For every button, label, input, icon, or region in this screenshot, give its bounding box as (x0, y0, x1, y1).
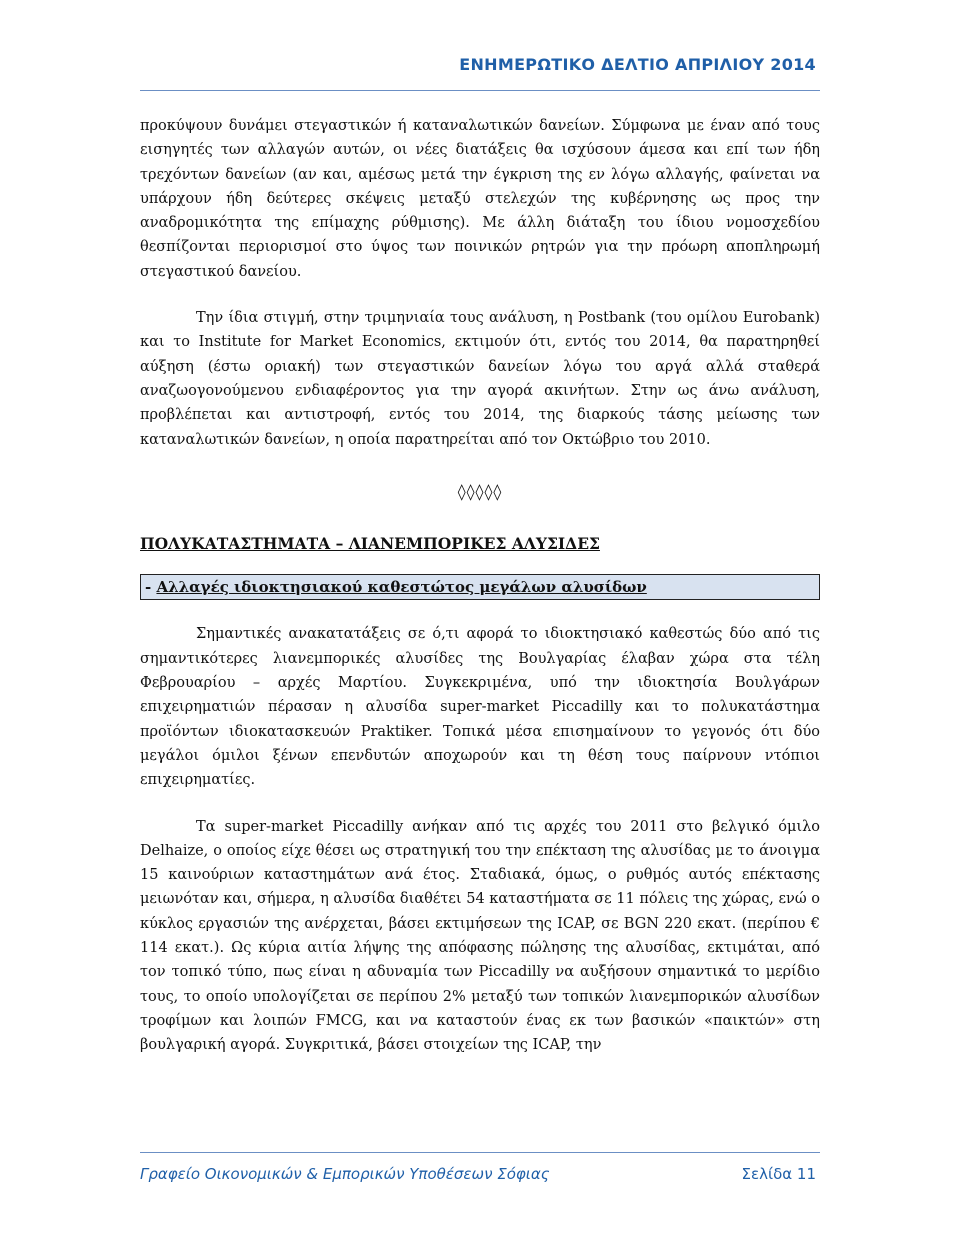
paragraph-continuation: προκύψουν δυνάμει στεγαστικών ή καταναλωτικών δανείων. Σύμφωνα με έναν από τους εισηγητές των αλλαγών αυτών, οι νέες διατάξεις θα ισχύσουν άμεσα και επί των ήδη τρεχόντων δανείων (αν και, αμέσως μετά την έγκριση της εν λόγω αλλαγής, φαίνεται να υπάρχουν ήδη δεύτερες σκέψεις μεταξύ στελεχών της κυβέρνησης ως προς την αναδρομικότητα της επίμαχης ρύθμισης). Με άλλη διάταξη του ίδιου νομοσχεδίου θεσπίζονται περιορισμοί στο ύψος των ποινικών ρητρών για την πρόωρη αποπληρωμή στεγαστικού δανείου. (140, 118, 820, 280)
header-divider (140, 90, 820, 91)
paragraph-piccadilly: Τα super-market Piccadilly ανήκαν από τις αρχές του 2011 στο βελγικό όμιλο Delhaize, ο οποίος είχε θέσει ως στρατηγική του την επέκταση της αλυσίδας με το άνοιγμα 15 καινούριων καταστημάτων ανά έτος. Σταδιακά, όμως, ο ρυθμός αυτός επέκτασης μειωνόταν και, σήμερα, η αλυσίδα διαθέτει 54 καταστήματα σε 11 πόλεις της χώρας, ενώ ο κύκλος εργασιών της ανέρχεται, βάσει εκτιμήσεων της ICAP, σε BGN 220 εκατ. (περίπου € 114 εκατ.). Ως κύρια αιτία λήψης της απόφασης πώλησης της αλυσίδας, εκτιμάται, από τον τοπικό τύπο, πως είναι η αδυναμία των Piccadilly να αυξήσουν σημαντικά το μερίδιο τους, το οποίο υπολογίζεται σε περίπου 2% μεταξύ των τοπικών λιανεμπορικών αλυσίδων τροφίμων και λοιπών FMCG, και να καταστούν ένας εκ των βασικών «παικτών» στη βουλγαρική αγορά. Συγκριτικά, βάσει στοιχείων της ICAP, την (140, 818, 820, 1054)
section-title: ΠΟΛΥΚΑΤΑΣΤΗΜΑΤΑ – ΛΙΑΝΕΜΠΟΡΙΚΕΣ ΑΛΥΣΙΔΕΣ (140, 534, 600, 554)
paragraph-ownership-changes: Σημαντικές ανακατατάξεις σε ό,τι αφορά το ιδιοκτησιακό καθεστώς δύο από τις σημαντικότερες λιανεμπορικές αλυσίδες της Βουλγαρίας έλαβαν χώρα στα τέλη Φεβρουαρίου – αρχές Μαρτίου. Συγκεκριμένα, υπό την ιδιοκτησία Βουλγάρων επιχειρηματιών πέρασαν η αλυσίδα super-market Piccadilly και το πολυκατάστημα προϊόντων ιδιοκατασκευών Praktiker. Τοπικά μέσα επισημαίνουν το γεγονός ότι δύο μεγάλοι όμιλοι ξένων επενδυτών αποχωρούν και τη θέση τους παίρνουν ντόπιοι επιχειρηματίες. (140, 626, 820, 789)
subsection-heading-box (140, 574, 820, 600)
section-divider: ◊◊◊◊◊ (457, 481, 503, 501)
document-body (140, 114, 820, 1058)
footer-page-number: Σελίδα 11 (741, 1165, 816, 1183)
paragraph-postbank-analysis: Την ίδια στιγμή, στην τριμηνιαία τους ανάλυση, η Postbank (του ομίλου Eurobank) και το Institute for Market Economics, εκτιμούν ότι, εντός του 2014, θα παρατηρηθεί αύξηση (έστω οριακή) των στεγαστικών δανείων λόγω του αργά αλλά σταθερά αναζωογονούμενου ενδιαφέροντος για την αγορά ακινήτων. Στην ως άνω ανάλυση, προβλέπεται και αντιστροφή, εντός του 2014, της διαρκούς τάσης μείωσης των καταναλωτικών δανείων, η οποία παρατηρείται από τον Οκτώβριο του 2010. (140, 310, 820, 448)
subsection-title: Αλλαγές ιδιοκτησιακού καθεστώτος μεγάλων αλυσίδων (156, 578, 647, 597)
footer-office-name: Γραφείο Οικονομικών & Εμπορικών Υποθέσεων Σόφιας (140, 1165, 550, 1183)
page-header-title: ΕΝΗΜΕΡΩΤΙΚΟ ΔΕΛΤΙΟ ΑΠΡΙΛΙΟΥ 2014 (459, 55, 816, 74)
footer-divider (140, 1152, 820, 1153)
subsection-prefix: - (145, 578, 157, 597)
